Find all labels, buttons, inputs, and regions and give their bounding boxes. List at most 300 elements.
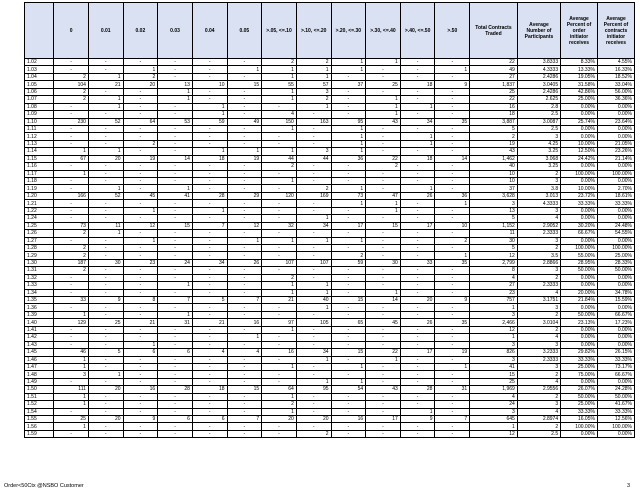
table-cell: 3.0405 [517,81,560,88]
table-cell: 2 [296,59,331,66]
table-body [25,59,635,438]
table-cell: 1 [296,66,331,73]
table-cell: - [88,200,123,207]
table-row [25,430,635,437]
table-cell: - [123,401,158,408]
table-cell: - [54,103,89,110]
price-ratio-cell: 1.52 [25,401,54,408]
table-cell: 15 [158,222,193,229]
table-cell: 3 [517,267,560,274]
table-row [25,192,635,199]
table-row [25,163,635,170]
table-cell: - [88,289,123,296]
table-cell: - [227,170,262,177]
price-ratio-cell: 1.31 [25,267,54,274]
table-cell: 3.0087 [517,118,560,125]
table-cell: 45 [123,192,158,199]
table-cell: 24.42% [561,155,598,162]
table-cell: - [158,207,193,214]
table-cell: 29 [227,192,262,199]
table-cell: 30 [470,237,518,244]
table-cell: 15 [227,386,262,393]
table-cell: 18.52% [597,73,634,80]
table-cell: - [331,73,366,80]
table-cell: 21.05% [597,140,634,147]
table-cell: 0.00% [561,215,598,222]
table-cell: - [400,289,435,296]
table-cell: - [331,304,366,311]
table-cell: - [366,148,401,155]
table-cell: - [192,125,227,132]
table-cell: - [366,66,401,73]
table-cell: 26.07% [561,386,598,393]
table-cell: 56.00% [597,88,634,95]
table-cell: - [123,200,158,207]
table-cell: 97 [262,319,297,326]
table-cell: - [435,341,470,348]
table-cell: - [262,311,297,318]
table-cell: 30 [88,259,123,266]
column-header: Total Contracts Traded [470,3,518,59]
price-ratio-cell: 1.46 [25,356,54,363]
table-cell: 15 [470,371,518,378]
table-row [25,334,635,341]
table-cell: - [366,378,401,385]
table-cell: - [158,274,193,281]
table-cell: 73 [331,192,366,199]
table-cell: - [88,363,123,370]
table-row [25,259,635,266]
table-cell: 1 [54,423,89,430]
table-row [25,222,635,229]
table-cell: 1 [54,311,89,318]
table-cell: - [158,59,193,66]
table-cell: 2 [435,237,470,244]
table-cell: - [331,334,366,341]
table-cell: 10 [192,81,227,88]
table-cell: 4 [517,215,560,222]
table-cell: - [123,133,158,140]
table-cell: 3.1751 [517,297,560,304]
table-cell: 1 [262,125,297,132]
table-cell: 18 [400,81,435,88]
table-cell: - [192,230,227,237]
price-ratio-cell: 1.17 [25,170,54,177]
table-cell: 1 [192,111,227,118]
table-cell: - [435,215,470,222]
table-cell: 33 [400,259,435,266]
table-cell: 3.25 [517,148,560,155]
table-cell: - [331,401,366,408]
table-cell: 25 [366,81,401,88]
table-cell: 1 [262,66,297,73]
price-ratio-cell: 1.34 [25,289,54,296]
table-cell: 1 [158,88,193,95]
table-cell: - [435,163,470,170]
table-cell: - [227,341,262,348]
table-cell: 169 [296,192,331,199]
table-cell: 6 [158,416,193,423]
table-cell: - [296,133,331,140]
table-cell: - [262,341,297,348]
table-cell: 55.00% [561,252,598,259]
table-cell: - [331,356,366,363]
table-cell: - [54,341,89,348]
table-cell: 4.55% [597,59,634,66]
table-cell: - [400,96,435,103]
table-cell: - [400,341,435,348]
table-cell: 3.0104 [517,319,560,326]
table-cell: - [192,341,227,348]
table-cell: - [262,252,297,259]
table-cell: 31.58% [561,81,598,88]
table-cell: 150 [262,118,297,125]
table-cell: - [158,393,193,400]
table-cell: 1 [227,237,262,244]
table-cell: 40 [470,163,518,170]
table-cell: 2.3333 [517,230,560,237]
table-cell: - [262,378,297,385]
table-cell: - [227,103,262,110]
table-cell: 18 [192,386,227,393]
table-cell: 0.00% [597,178,634,185]
table-cell: 17 [400,349,435,356]
table-cell: 24 [158,259,193,266]
table-cell: 34 [296,222,331,229]
table-cell: - [88,59,123,66]
table-cell: 3.25 [517,163,560,170]
table-cell: 1 [331,59,366,66]
table-cell: - [88,378,123,385]
table-cell: 2 [296,96,331,103]
price-ratio-cell: 1.07 [25,96,54,103]
table-cell: - [331,111,366,118]
table-cell: - [435,304,470,311]
table-cell: 16 [123,386,158,393]
table-cell: - [54,378,89,385]
table-cell: 2 [517,371,560,378]
table-cell: - [88,207,123,214]
table-cell: - [123,125,158,132]
table-cell: - [192,200,227,207]
table-cell: 1 [262,363,297,370]
table-cell: 37 [470,185,518,192]
table-cell: - [296,200,331,207]
table-cell: 4 [517,408,560,415]
table-cell: 826 [470,349,518,356]
table-cell: - [331,230,366,237]
table-cell: 50.00% [597,393,634,400]
table-cell: - [88,244,123,251]
table-cell: 73.17% [597,363,634,370]
table-cell: 12.56% [597,416,634,423]
table-cell: - [54,163,89,170]
table-cell: 1 [366,103,401,110]
table-cell: 1 [158,282,193,289]
column-header: 0.01 [88,3,123,59]
column-header: >.20, <=.30 [331,3,366,59]
table-cell: - [366,430,401,437]
table-cell: 1 [296,73,331,80]
table-cell: - [158,170,193,177]
table-cell: - [262,103,297,110]
table-cell: - [400,207,435,214]
table-cell: - [88,237,123,244]
table-cell: 21.84% [561,297,598,304]
table-cell: 12 [470,326,518,333]
table-cell: 2 [331,252,366,259]
price-ratio-cell: 1.50 [25,386,54,393]
table-cell: 1 [296,356,331,363]
table-cell: - [262,371,297,378]
price-ratio-cell: 1.56 [25,423,54,430]
table-cell: - [158,215,193,222]
table-cell: - [435,311,470,318]
table-cell: - [158,111,193,118]
table-cell: - [435,326,470,333]
table-row [25,73,635,80]
table-cell: 1 [296,289,331,296]
table-cell: 35 [435,118,470,125]
table-row [25,289,635,296]
table-cell: 2 [262,59,297,66]
table-cell: - [123,371,158,378]
column-header: >.50 [435,3,470,59]
table-row [25,252,635,259]
table-cell: - [158,401,193,408]
table-cell: - [366,170,401,177]
table-cell: - [296,341,331,348]
table-cell: 2 [54,230,89,237]
table-cell: 27 [470,73,518,80]
table-cell: 100.00% [561,423,598,430]
table-cell: 59 [192,118,227,125]
table-cell: 65 [331,319,366,326]
table-cell: - [227,185,262,192]
table-cell: 3 [470,408,518,415]
table-cell: 0.00% [561,304,598,311]
table-cell: - [400,252,435,259]
table-cell: 1 [400,140,435,147]
table-cell: 1 [262,237,297,244]
table-cell: - [366,304,401,311]
table-cell: 7 [435,416,470,423]
table-cell: 100.00% [561,170,598,177]
table-cell: - [54,215,89,222]
table-cell: - [123,356,158,363]
table-cell: - [435,178,470,185]
table-cell: 18 [400,155,435,162]
table-cell: 14 [435,155,470,162]
table-cell: 2 [470,133,518,140]
table-cell: - [158,163,193,170]
table-cell: - [88,393,123,400]
table-cell: - [158,103,193,110]
table-cell: 14 [158,155,193,162]
table-row [25,81,635,88]
table-cell: - [366,341,401,348]
table-cell: 3 [470,200,518,207]
table-cell: 28 [158,386,193,393]
table-row [25,386,635,393]
table-cell: 36 [435,192,470,199]
table-row [25,185,635,192]
price-ratio-cell: 1.14 [25,148,54,155]
table-cell: - [435,185,470,192]
table-cell: - [158,148,193,155]
table-cell: 54 [331,386,366,393]
table-cell: - [366,237,401,244]
table-cell: - [123,282,158,289]
table-cell: 4 [262,111,297,118]
table-cell: 17 [366,416,401,423]
table-cell: 35 [435,319,470,326]
table-cell: - [400,401,435,408]
table-cell: - [192,185,227,192]
table-cell: - [296,111,331,118]
table-cell: - [262,356,297,363]
table-cell: 28.95% [561,259,598,266]
table-cell: - [262,215,297,222]
table-cell: - [227,430,262,437]
table-cell: - [435,88,470,95]
table-cell: 1 [262,148,297,155]
table-cell: 33.33% [597,408,634,415]
table-cell: - [123,274,158,281]
table-row [25,341,635,348]
table-cell: 230 [54,118,89,125]
price-ratio-cell: 1.24 [25,215,54,222]
table-cell: - [227,244,262,251]
table-cell: 0.00% [561,207,598,214]
table-cell: 1 [262,393,297,400]
table-cell: 0.00% [597,334,634,341]
table-cell: - [366,371,401,378]
table-row [25,349,635,356]
table-cell: 4 [517,289,560,296]
table-cell: - [331,163,366,170]
table-cell: - [54,207,89,214]
table-cell: 5 [470,125,518,132]
table-cell: 0.00% [561,378,598,385]
table-row [25,125,635,132]
price-ratio-cell: 1.18 [25,178,54,185]
table-cell: - [366,88,401,95]
table-cell: 7 [227,297,262,304]
table-cell: 66.67% [597,311,634,318]
table-cell: - [227,178,262,185]
table-cell: - [296,408,331,415]
table-cell: - [227,282,262,289]
table-cell: - [123,423,158,430]
table-cell: 3 [470,341,518,348]
table-cell: - [296,363,331,370]
table-cell: - [227,140,262,147]
table-cell: 2 [517,170,560,177]
table-cell: 64 [123,118,158,125]
table-row [25,140,635,147]
table-cell: 49 [227,118,262,125]
table-cell: 1 [192,207,227,214]
table-cell: - [88,423,123,430]
table-cell: 29.82% [561,349,598,356]
table-cell: - [227,163,262,170]
price-ratio-cell: 1.16 [25,163,54,170]
price-ratio-cell: 1.11 [25,125,54,132]
table-cell: - [400,200,435,207]
table-cell: - [192,363,227,370]
table-cell: 50.00% [561,267,598,274]
table-cell: - [331,423,366,430]
price-ratio-cell: 1.22 [25,207,54,214]
table-cell: 21 [262,297,297,304]
table-row [25,363,635,370]
table-cell: 10 [470,170,518,177]
table-cell: 3 [296,148,331,155]
table-cell: 2.8866 [517,259,560,266]
table-cell: - [435,423,470,430]
table-cell: 1 [366,111,401,118]
table-cell: 2 [517,393,560,400]
table-cell: - [435,133,470,140]
table-cell: - [192,378,227,385]
column-header: 0 [54,3,89,59]
table-cell: - [296,125,331,132]
table-cell: 1 [331,185,366,192]
table-cell: 1 [88,230,123,237]
table-cell: - [192,371,227,378]
table-cell: - [54,59,89,66]
table-cell: 22 [366,155,401,162]
table-cell: - [88,125,123,132]
table-cell: 44 [262,155,297,162]
table-cell: 26.15% [597,349,634,356]
table-cell: - [158,230,193,237]
table-cell: 33.33% [561,200,598,207]
table-cell: - [400,125,435,132]
table-cell: - [331,244,366,251]
table-cell: 2 [517,244,560,251]
table-cell: - [158,378,193,385]
table-cell: - [123,363,158,370]
table-cell: - [88,274,123,281]
table-cell: 1,969 [470,386,518,393]
table-cell: 19.05% [561,73,598,80]
table-row [25,118,635,125]
table-cell: 0.00% [597,103,634,110]
table-cell: - [435,111,470,118]
table-cell: 107 [296,259,331,266]
table-cell: 2.3333 [517,356,560,363]
table-cell: 7 [227,416,262,423]
table-cell: 0.00% [561,430,598,437]
price-ratio-cell: 1.25 [25,222,54,229]
price-ratio-cell: 1.13 [25,140,54,147]
table-row [25,401,635,408]
table-cell: - [366,185,401,192]
table-cell: 15.59% [597,297,634,304]
table-cell: - [192,393,227,400]
table-cell: - [227,378,262,385]
table-row [25,148,635,155]
table-cell: 1,462 [470,155,518,162]
table-cell: 1 [88,371,123,378]
table-cell: - [296,140,331,147]
table-cell: - [54,125,89,132]
table-cell: 1 [366,207,401,214]
table-cell: - [296,252,331,259]
table-cell: - [192,88,227,95]
